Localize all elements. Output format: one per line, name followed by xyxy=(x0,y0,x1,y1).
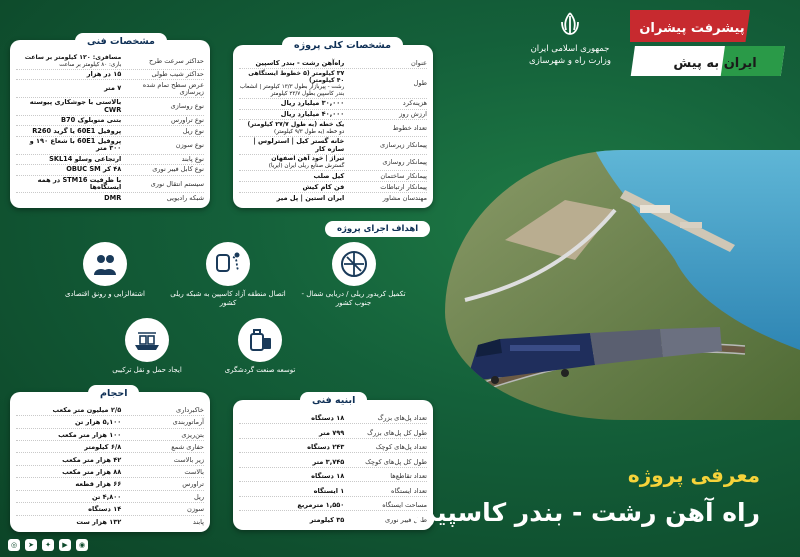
tech-spec-label: نوع پابند xyxy=(181,154,204,163)
structure-label: تعداد ایستگاه xyxy=(391,486,427,495)
structure-label: تعداد پل‌های بزرگ xyxy=(377,414,427,422)
luggage-icon xyxy=(238,318,282,362)
general-specs-title: مشخصات کلی پروژه xyxy=(282,37,403,54)
tech-spec-label: سیستم انتقال نوری xyxy=(150,179,204,188)
structure-row xyxy=(239,516,427,525)
structure-row xyxy=(239,472,427,482)
general-spec-value-main: تیراژ | خود آهن اصفهان xyxy=(271,155,345,163)
tech-spec-value: ۷ متر xyxy=(104,84,122,93)
volume-value: ۸۸ هزار متر مکعب xyxy=(62,468,122,477)
volume-row xyxy=(16,406,204,416)
tech-spec-row xyxy=(16,70,204,80)
general-spec-label: تعداد خطوط xyxy=(392,123,427,132)
structure-row xyxy=(239,501,427,511)
technical-specs-card xyxy=(10,40,210,208)
general-spec-value xyxy=(239,122,344,135)
tech-spec-label: نوع کابل فیبر نوری xyxy=(152,165,204,174)
logo-bottom-text: ایران به پیش xyxy=(673,56,757,71)
telegram-icon[interactable]: ➤ xyxy=(25,539,37,551)
multimodal-transport-icon xyxy=(125,318,169,362)
structure-value: ۱۸ دستگاه xyxy=(311,414,345,422)
general-spec-value: ایران استین | پل میر xyxy=(276,193,345,202)
general-spec-row xyxy=(239,183,427,193)
general-spec-label: طول xyxy=(413,79,427,88)
structure-row xyxy=(239,414,427,424)
goal-corridor-label: تکمیل کریدور ریلی / دریایی شمال - جنوب کشور xyxy=(301,290,406,308)
tech-spec-value-sub: باری: ۸۰ کیلومتر بر ساعت xyxy=(59,61,122,68)
volume-label: بالاست xyxy=(184,468,204,477)
tech-spec-label: عرض سطح تمام شده زیرسازی xyxy=(142,80,204,96)
volume-label: بتن‌ریزی xyxy=(181,430,204,439)
structure-value: ۲۴۳ دستگاه xyxy=(307,443,345,452)
social-links xyxy=(8,539,88,551)
volume-label: تراورس xyxy=(182,480,204,489)
tech-spec-value: بتنی منوبلوک B70 xyxy=(60,116,122,125)
goal-tourism xyxy=(205,318,315,375)
org-line-2: وزارت راه و شهرسازی xyxy=(528,56,611,66)
campaign-logo xyxy=(630,10,790,78)
general-spec-value-main: ۳۷ کیلومتر (۵ خطوط ایستگاهی ۴۰ کیلومتر) xyxy=(248,69,345,84)
website-icon[interactable]: ◉ xyxy=(76,539,88,551)
tech-spec-label: حداکثر شیب طولی xyxy=(151,70,204,79)
volume-value: ۴۲ هزار متر مکعب xyxy=(62,455,122,464)
general-spec-row xyxy=(239,121,427,137)
goal-employment xyxy=(55,242,155,299)
volume-label: خاکبرداری xyxy=(176,406,204,414)
volume-value: ۱۳۲ هزار ست xyxy=(76,517,122,526)
volumes-table xyxy=(16,406,204,527)
volume-value: ۲/۵ میلیون متر مکعب xyxy=(52,406,122,414)
general-spec-row xyxy=(239,137,427,155)
general-spec-label: پیمانکار زیرسازی xyxy=(380,141,427,150)
tech-spec-value xyxy=(16,55,121,68)
aparat-icon[interactable]: ▶ xyxy=(59,539,71,551)
project-name-heading: راه آهن رشت - بندر کاسپین xyxy=(414,498,760,527)
logo-top-text: پیشرفت پیشران xyxy=(639,21,745,36)
general-spec-value-main: یک خطه (به طول ۲۷/۷ کیلومتر) xyxy=(247,120,345,128)
tech-spec-row xyxy=(16,127,204,137)
tech-spec-value: ۴۸ کر OBUC SM xyxy=(66,165,122,174)
general-specs-card xyxy=(233,45,433,208)
general-spec-row xyxy=(239,70,427,99)
tech-spec-row xyxy=(16,176,204,194)
tech-spec-row xyxy=(16,98,204,116)
general-spec-value: راه‌آهن رشت - بندر کاسپین xyxy=(255,59,345,67)
volume-value: ۱۰۰ هزار متر مکعب xyxy=(58,430,122,439)
tech-spec-label: نوع روسازی xyxy=(170,102,204,111)
general-spec-label: هزینه‌کرد xyxy=(402,99,427,108)
general-spec-label: مهندسان مشاور xyxy=(382,193,427,202)
tech-spec-row xyxy=(16,81,204,99)
tech-spec-label: نوع سوزن xyxy=(175,140,204,149)
general-spec-label: ارزش روز xyxy=(399,110,427,119)
general-spec-value: فن کام کیش xyxy=(302,182,345,191)
general-spec-row xyxy=(239,99,427,109)
volume-label: زیر بالاست xyxy=(173,455,204,464)
structure-value: ۱۸ دستگاه xyxy=(311,472,345,481)
emblem-icon xyxy=(556,10,584,38)
structure-label: طول فیبر نوری xyxy=(385,515,427,524)
tech-spec-label: حداکثر سرعت طرح xyxy=(148,56,204,65)
goal-transport-label: ایجاد حمل و نقل ترکیبی xyxy=(112,366,182,374)
general-spec-value-sub: رشت - پیربازار بطول ۱۳/۳ کیلومتر | انشعاب بندر کاسپین بطول ۲۳/۷ کیلومتر xyxy=(239,84,345,97)
volume-row xyxy=(16,493,204,503)
tech-spec-value: بالاستی با جوشکاری پیوسته CWR xyxy=(29,98,122,114)
structure-label: طول کل پل‌های کوچک xyxy=(365,457,427,466)
structure-label: طول کل پل‌های بزرگ xyxy=(367,428,427,437)
tech-spec-row xyxy=(16,54,204,70)
structure-row xyxy=(239,429,427,439)
volume-row xyxy=(16,431,204,441)
structures-card xyxy=(233,400,433,530)
structure-value: ۷۹۹ متر xyxy=(319,428,345,437)
structure-row xyxy=(239,487,427,497)
goal-free-zone-label: اتصال منطقه آزاد کاسپین به شبکه ریلی کشور xyxy=(170,290,286,308)
project-intro-heading: معرفی پروژه xyxy=(627,463,760,487)
structures-table xyxy=(239,414,427,525)
volume-row xyxy=(16,443,204,453)
tech-spec-value: پروفیل 60E1 با شعاع ۱۹۰ و ۳۰۰ متر xyxy=(29,137,122,153)
general-spec-label: پیمانکار ارتباطات xyxy=(380,182,427,191)
tech-spec-label: شبکه رادیویی xyxy=(166,193,204,202)
general-spec-label: پیمانکار ساختمان xyxy=(380,172,427,180)
structure-value: ۳,۷۴۵ متر xyxy=(312,457,345,466)
general-spec-value-sub: گسترش صنایع ریلی ایران (ایریا) xyxy=(268,163,345,170)
tech-spec-value-main: مسافری: ۱۲۰ کیلومتر بر ساعت xyxy=(24,54,122,61)
tech-spec-row xyxy=(16,165,204,175)
general-spec-label: عنوان xyxy=(410,59,427,67)
twitter-icon[interactable]: ✦ xyxy=(42,539,54,551)
volume-row xyxy=(16,505,204,515)
structure-label: تعداد پل‌های کوچک xyxy=(375,443,427,452)
tech-spec-value: پروفیل 60E1 یا گرید R260 xyxy=(32,126,122,135)
general-spec-row xyxy=(239,194,427,203)
general-spec-value: ۴۰,۰۰۰ میلیارد ریال xyxy=(280,110,345,119)
general-spec-row xyxy=(239,110,427,120)
tech-spec-row xyxy=(16,155,204,165)
volume-row xyxy=(16,456,204,466)
goal-tourism-label: توسعه صنعت گردشگری xyxy=(224,366,296,374)
general-spec-value xyxy=(239,71,344,97)
goal-employment-label: اشتغالزایی و رونق اقتصادی xyxy=(65,290,145,298)
train-route-icon xyxy=(206,242,250,286)
goal-free-zone xyxy=(168,242,288,309)
people-icon xyxy=(83,242,127,286)
structure-value: ۳۵ کیلومتر xyxy=(309,515,345,524)
volume-value: ۴,۸۰۰ تن xyxy=(91,492,122,501)
general-spec-value: ۳۰,۰۰۰ میلیارد ریال xyxy=(280,99,345,108)
tech-spec-row xyxy=(16,194,204,203)
volume-value: ۵,۱۰۰ هزار تن xyxy=(74,418,122,427)
general-spec-row xyxy=(239,59,427,69)
volume-row xyxy=(16,468,204,478)
goal-corridor xyxy=(296,242,411,309)
volume-label: ریل xyxy=(193,492,204,501)
volume-label: آرماتوربندی xyxy=(172,418,204,427)
instagram-icon[interactable]: ◎ xyxy=(8,539,20,551)
structures-title: ابنیه فنی xyxy=(300,392,367,409)
railway-map-icon xyxy=(332,242,376,286)
structure-label: مساحت ایستگاه xyxy=(382,501,427,510)
general-spec-value: خانه گستر کیل | استرلوس | سازه کار xyxy=(253,137,345,153)
structure-label: تعداد تقاطع‌ها xyxy=(390,472,427,481)
structure-value: ۱ ایستگاه xyxy=(313,486,345,495)
volume-label: حفاری شمع xyxy=(171,443,204,452)
volume-value: ۶/۸ کیلومتر xyxy=(84,443,122,452)
general-spec-value-sub: دو خطه (به طول ۹/۳ کیلومتر) xyxy=(274,128,345,135)
volume-label: سوزن xyxy=(187,505,204,514)
tech-spec-value: DMR xyxy=(104,193,122,202)
volume-value: ۱۴ دستگاه xyxy=(88,505,122,514)
volume-row xyxy=(16,480,204,490)
ministry-brand xyxy=(520,10,620,66)
volume-row xyxy=(16,518,204,527)
general-spec-row xyxy=(239,155,427,171)
technical-specs-title: مشخصات فنی xyxy=(75,33,167,50)
general-spec-row xyxy=(239,172,427,182)
general-spec-value xyxy=(239,156,344,169)
goal-transport xyxy=(97,318,197,375)
general-spec-label: پیمانکار روسازی xyxy=(382,158,427,167)
general-spec-value: کیل صلب xyxy=(313,172,345,180)
volume-value: ۶۶ هزار قطعه xyxy=(75,480,122,489)
structure-row xyxy=(239,443,427,453)
technical-specs-table xyxy=(16,54,204,203)
tech-spec-row xyxy=(16,116,204,126)
tech-spec-label: نوع تراورس xyxy=(171,116,204,125)
volume-label: پابند xyxy=(192,517,204,526)
general-specs-table xyxy=(239,59,427,203)
volumes-title: احجام xyxy=(88,385,139,402)
tech-spec-value: با ظرفیت STM16 در همه ایستگاه‌ها xyxy=(37,175,122,192)
structure-row xyxy=(239,458,427,468)
volumes-card xyxy=(10,392,210,532)
volume-row xyxy=(16,418,204,428)
org-line-1: جمهوری اسلامی ایران xyxy=(530,44,610,54)
goals-title: اهداف اجرای پروژه xyxy=(325,221,430,237)
tech-spec-value: ارتجاعی وسلو SKL14 xyxy=(49,154,122,163)
tech-spec-value: ۱۵ در هزار xyxy=(86,70,122,79)
structure-value: ۱,۵۵۰ مترمربع xyxy=(297,501,345,510)
tech-spec-row xyxy=(16,137,204,155)
tech-spec-label: نوع ریل xyxy=(182,126,204,135)
